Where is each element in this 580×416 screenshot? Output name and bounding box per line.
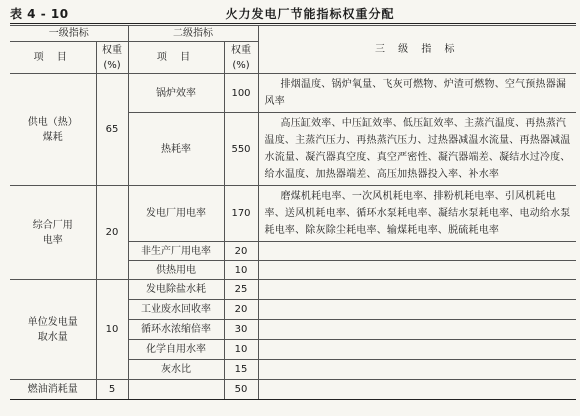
tier2-weight: 20 <box>224 300 258 320</box>
tier1-name-line: 煤耗 <box>42 131 63 143</box>
tier3-header: 三 级 指 标 <box>258 26 576 74</box>
pct-label: (%) <box>232 59 250 71</box>
tier1-name-line: 取水量 <box>37 331 68 343</box>
tier2-name: 锅炉效率 <box>128 74 224 113</box>
table-row <box>10 186 576 242</box>
tier2-name: 供热用电 <box>128 261 224 280</box>
tier2-name: 灰水比 <box>128 360 224 380</box>
tier3-empty <box>258 242 576 261</box>
tier1-name: 燃油消耗量 <box>10 380 96 400</box>
tier1-weight: 20 <box>96 186 128 280</box>
tier2-weight: 20 <box>224 242 258 261</box>
tier1-name-line: 电率 <box>42 234 63 246</box>
tier2-weight: 50 <box>224 380 258 400</box>
tier3-text: 磨煤机耗电率、一次风机耗电率、排粉机耗电率、引风机耗电率、送风机耗电率、循环水泵耗电率、凝结水泵耗电率、电动给水泵耗电率、除灰除尘耗电率、输煤耗电率、脱硫耗电率 <box>258 186 576 242</box>
tier3-text: 高压缸效率、中压缸效率、低压缸效率、主蒸汽温度、再热蒸汽温度、主蒸汽压力、再热蒸汽压力、过热器减温水流量、再热器减温水流量、凝汽器真空度、真空严密性、凝汽器端差、凝结水过冷度、给水温度、加热器端差、高压加热器投入率、补水率 <box>258 113 576 186</box>
tier3-empty <box>258 280 576 300</box>
tier2-weight: 15 <box>224 360 258 380</box>
tier1-item-header: 项 目 <box>10 42 96 74</box>
tier1-name <box>10 280 96 380</box>
header-row-1 <box>10 26 576 42</box>
tier3-empty <box>258 340 576 360</box>
tier2-item-header: 项 目 <box>128 42 224 74</box>
tier2-weight: 10 <box>224 261 258 280</box>
tier1-weight: 65 <box>96 74 128 186</box>
tier2-weight: 25 <box>224 280 258 300</box>
top-rule <box>10 23 576 24</box>
table-row <box>10 280 576 300</box>
table-title: 火力发电厂节能指标权重分配 <box>225 7 395 21</box>
tier1-name-line: 综合厂用 <box>32 219 73 231</box>
table-row <box>10 74 576 113</box>
table-number: 表 4 - 10 <box>10 7 69 21</box>
tier1-weight: 10 <box>96 280 128 380</box>
tier2-weight-header <box>224 42 258 74</box>
tier1-name <box>10 186 96 280</box>
pct-label: (%) <box>103 59 121 71</box>
tier2-name: 发电厂用电率 <box>128 186 224 242</box>
tier2-name <box>128 380 224 400</box>
tier2-name: 化学自用水率 <box>128 340 224 360</box>
tier3-empty <box>258 380 576 400</box>
tier2-name: 工业废水回收率 <box>128 300 224 320</box>
tier2-name: 热耗率 <box>128 113 224 186</box>
tier2-name: 循环水浓缩倍率 <box>128 320 224 340</box>
tier3-empty <box>258 261 576 280</box>
tier1-weight: 5 <box>96 380 128 400</box>
weight-label: 权重 <box>102 44 122 56</box>
tier1-name <box>10 74 96 186</box>
weight-table <box>10 25 576 400</box>
table-row <box>10 380 576 400</box>
weight-label: 权重 <box>231 44 251 56</box>
tier2-weight: 100 <box>224 74 258 113</box>
tier1-name-line: 供电（热） <box>27 116 78 128</box>
tier1-name-line: 单位发电量 <box>27 316 78 328</box>
tier2-weight: 550 <box>224 113 258 186</box>
tier2-name: 发电除盐水耗 <box>128 280 224 300</box>
tier3-empty <box>258 360 576 380</box>
tier2-name: 非生产厂用电率 <box>128 242 224 261</box>
tier1-header: 一级指标 <box>10 26 128 42</box>
tier2-weight: 170 <box>224 186 258 242</box>
tier2-weight: 10 <box>224 340 258 360</box>
tier3-empty <box>258 300 576 320</box>
tier3-empty <box>258 320 576 340</box>
tier1-weight-header <box>96 42 128 74</box>
tier2-header: 二级指标 <box>128 26 258 42</box>
tier2-weight: 30 <box>224 320 258 340</box>
tier3-text: 排烟温度、锅炉氧量、飞灰可燃物、炉渣可燃物、空气预热器漏风率 <box>258 74 576 113</box>
